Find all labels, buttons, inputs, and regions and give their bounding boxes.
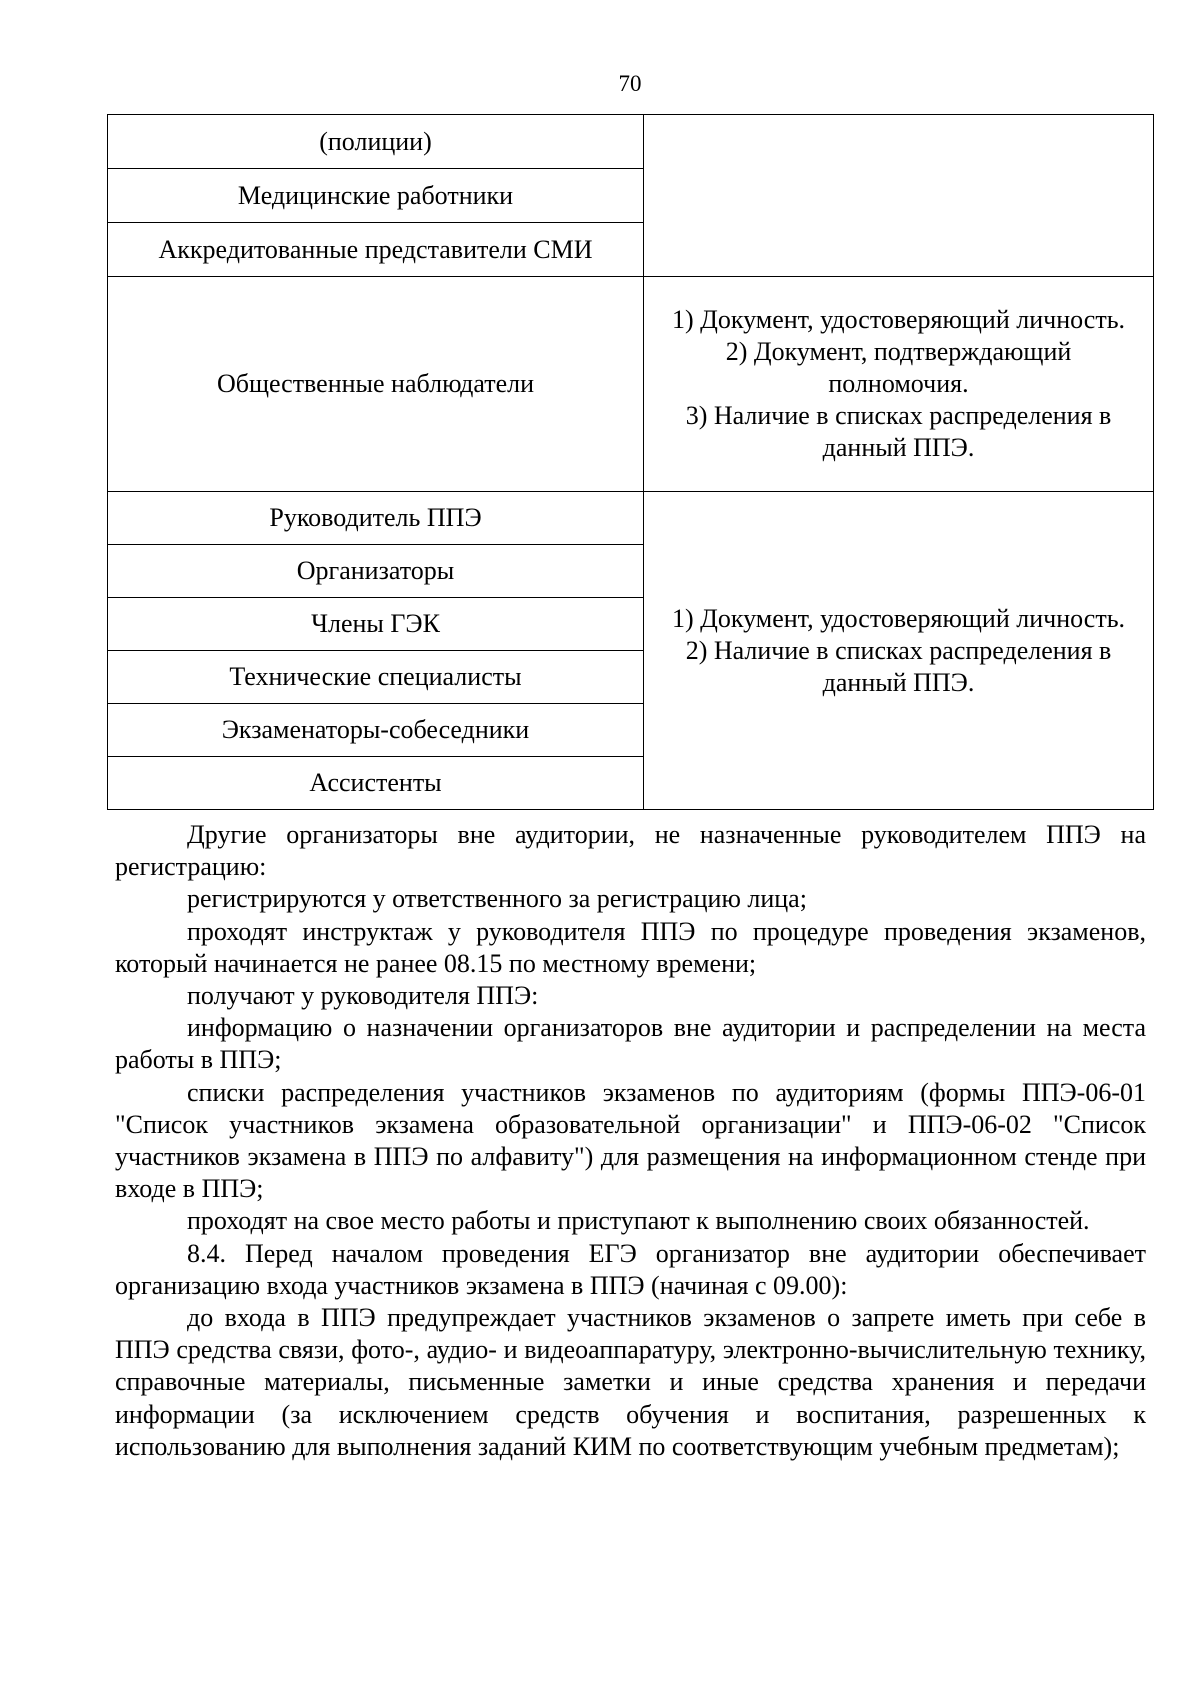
requirement-item: 1) Документ, удостоверяющий личность.: [671, 603, 1126, 633]
role-cell: Члены ГЭК: [108, 598, 644, 651]
requirement-item: 3) Наличие в списках распределения в данный ППЭ.: [685, 401, 1112, 462]
paragraph: до входа в ППЭ предупреждает участников экзаменов о запрете иметь при себе в ППЭ средства связи, фото-, аудио- и видеоаппаратуру, электронно-вычислительную технику, справочные материалы, письменные заметки и иные средства хранения и передачи информации (за исключением средств обучения и воспитания, разрешенных к использованию для выполнения заданий КИМ по соответствующим учебным предметам);: [115, 1303, 1146, 1461]
requirements-cell: [644, 492, 1154, 810]
role-cell: Организаторы: [108, 545, 644, 598]
paragraph: проходят на свое место работы и приступают к выполнению своих обязанностей.: [187, 1206, 1090, 1236]
requirements-cell: [644, 277, 1154, 492]
role-cell: Медицинские работники: [108, 169, 644, 223]
role-cell: Технические специалисты: [108, 651, 644, 704]
paragraph: проходят инструктаж у руководителя ППЭ по процедуре проведения экзаменов, который начинается не ранее 08.15 по местному времени;: [115, 916, 1146, 978]
paragraph: информацию о назначении организаторов вне аудитории и распределении на места работы в ППЭ;: [115, 1013, 1146, 1075]
role-cell: Ассистенты: [108, 757, 644, 810]
paragraph: списки распределения участников экзаменов по аудиториям (формы ППЭ-06-01 "Список участников экзамена образовательной организации" и ППЭ-06-02 "Список участников экзамена в ППЭ по алфавиту") для размещения на информационном стенде при входе в ППЭ;: [115, 1077, 1146, 1204]
role-cell: Руководитель ППЭ: [108, 492, 644, 545]
paragraph: 8.4. Перед началом проведения ЕГЭ организатор вне аудитории обеспечивает организацию входа участников экзамена в ППЭ (начиная с 09.00):: [115, 1238, 1146, 1300]
page-number: 70: [618, 71, 642, 96]
table-row: [108, 492, 1154, 545]
paragraph: получают у руководителя ППЭ:: [187, 981, 539, 1011]
paragraph: Другие организаторы вне аудитории, не назначенные руководителем ППЭ на регистрацию:: [115, 820, 1146, 882]
table-row: [108, 277, 1154, 492]
paragraph: регистрируются у ответственного за регистрацию лица;: [187, 884, 807, 914]
role-cell: Экзаменаторы-собеседники: [108, 704, 644, 757]
table-row: [108, 115, 1154, 169]
requirements-cell-empty: [644, 115, 1154, 277]
requirement-item: 2) Документ, подтверждающий полномочия.: [725, 337, 1072, 398]
role-cell: Аккредитованные представители СМИ: [108, 223, 644, 277]
requirement-item: 2) Наличие в списках распределения в данный ППЭ.: [685, 635, 1112, 697]
body-text: [115, 819, 1146, 1463]
admission-documents-table: [107, 114, 1154, 810]
role-cell: (полиции): [108, 115, 644, 169]
role-cell: Общественные наблюдатели: [108, 277, 644, 492]
requirement-item: 1) Документ, удостоверяющий личность.: [671, 305, 1126, 334]
